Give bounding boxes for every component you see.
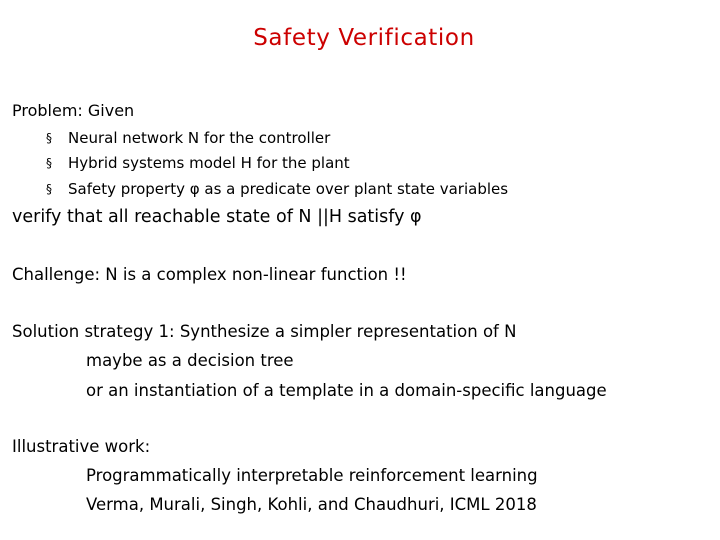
bullet-item-safety-property: [46, 180, 508, 198]
bullet-marker-icon: §: [46, 182, 52, 196]
bullet-item-controller: [46, 129, 330, 147]
slide-title: Safety Verification: [253, 25, 475, 51]
bullet-text: Hybrid systems model H for the plant: [68, 154, 350, 172]
bullet-text: Safety property φ as a predicate over plant state variables: [68, 180, 509, 198]
verify-statement: verify that all reachable state of N ||H satisfy φ: [12, 207, 422, 227]
challenge-statement: Challenge: N is a complex non-linear function !!: [12, 265, 407, 284]
bullet-item-plant: [46, 154, 350, 172]
solution-heading: Solution strategy 1: Synthesize a simpler representation of N: [12, 322, 517, 341]
bullet-marker-icon: §: [46, 156, 52, 170]
illustrative-citation: Verma, Murali, Singh, Kohli, and Chaudhuri, ICML 2018: [86, 495, 537, 514]
illustrative-heading: Illustrative work:: [12, 437, 151, 456]
solution-line-decision-tree: maybe as a decision tree: [86, 351, 294, 370]
problem-label: Problem: Given: [12, 101, 135, 120]
solution-line-template: or an instantiation of a template in a domain-specific language: [86, 381, 607, 400]
illustrative-paper-title: Programmatically interpretable reinforcement learning: [86, 466, 538, 485]
bullet-marker-icon: §: [46, 131, 52, 145]
bullet-text: Neural network N for the controller: [68, 129, 331, 147]
